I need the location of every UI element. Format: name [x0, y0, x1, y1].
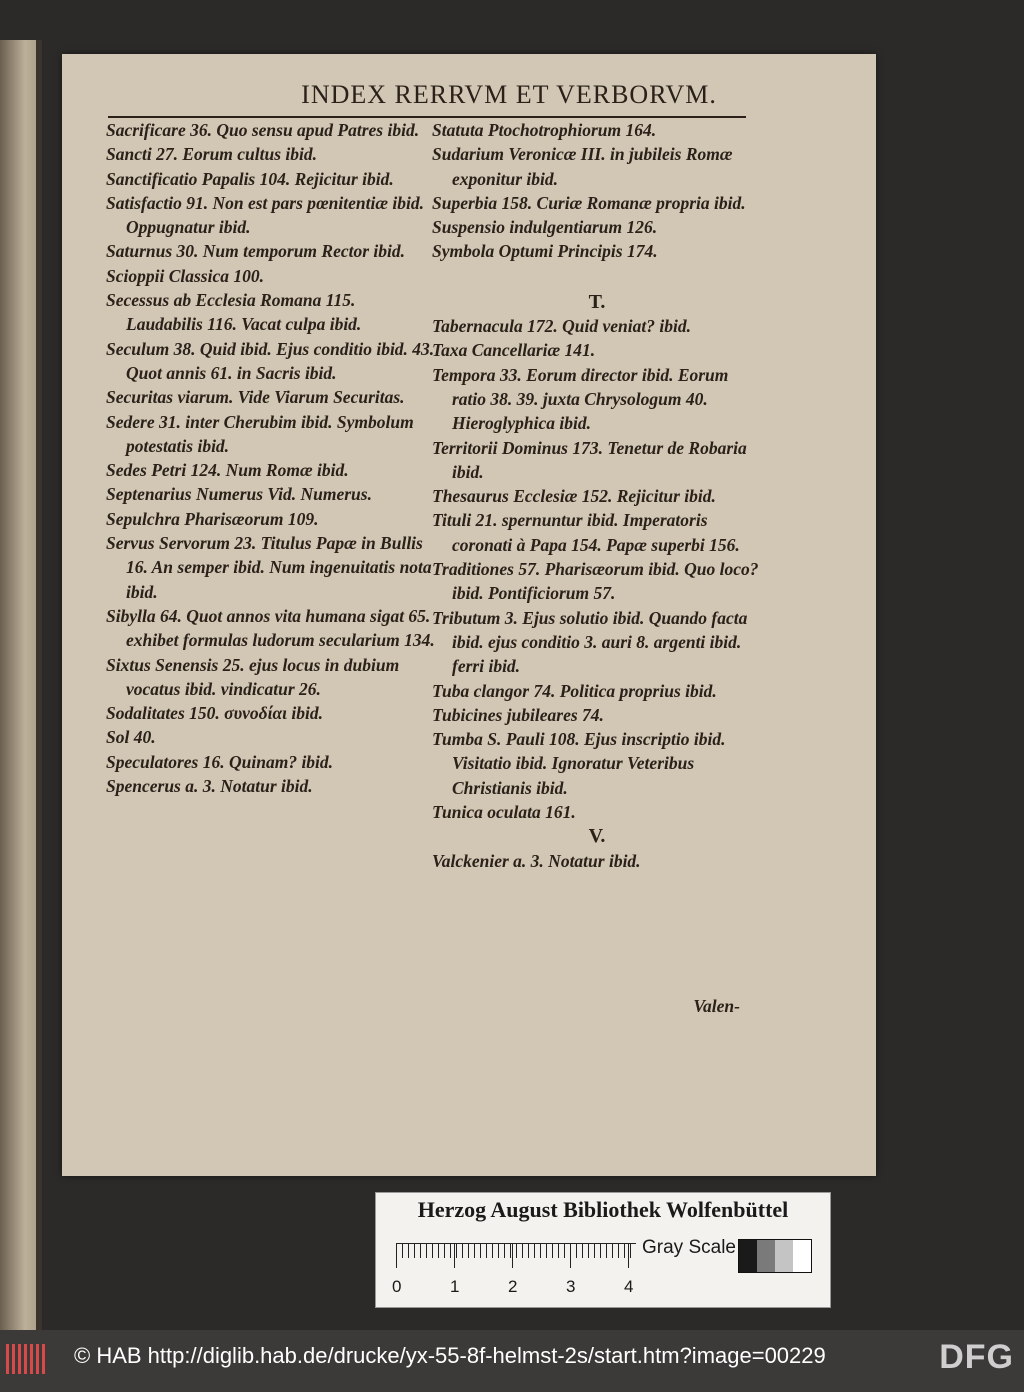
index-entry: Sibylla 64. Quot annos vita humana sigat 65. exhibet formulas ludorum secularium 134.: [106, 605, 435, 651]
gray-swatch: [757, 1240, 775, 1272]
gray-swatch: [739, 1240, 757, 1272]
index-entry: Secessus ab Ecclesia Romana 115. Laudabilis 116. Vacat culpa ibid.: [106, 290, 362, 335]
left-column: [106, 118, 436, 798]
index-entry: Traditiones 57. Pharisæorum ibid. Quo loco? ibid. Pontificiorum 57.: [432, 559, 759, 604]
index-entry: Septenarius Numerus Vid. Numerus.: [106, 484, 372, 505]
ruler-number: 3: [566, 1277, 576, 1296]
index-entry: Speculatores 16. Quinam? ibid.: [106, 751, 334, 772]
index-entry: Statuta Ptochotrophiorum 164.: [432, 120, 657, 140]
scale-ruler: [396, 1243, 636, 1274]
gray-swatch: [775, 1240, 793, 1272]
index-entry: Thesaurus Ecclesiæ 152. Rejicitur ibid.: [432, 486, 716, 507]
index-entry: Seculum 38. Quid ibid. Ejus conditio ibid. 43. Quot annis 61. in Sacris ibid.: [106, 338, 435, 383]
section-gap: [432, 264, 762, 290]
index-entry: Scioppii Classica 100.: [106, 265, 264, 286]
index-entry: Tuba clangor 74. Politica proprius ibid.: [432, 680, 717, 701]
index-entry: Tabernacula 172. Quid veniat? ibid.: [432, 316, 691, 337]
index-entry: Sedere 31. inter Cherubim ibid. Symbolum potestatis ibid.: [106, 411, 414, 456]
ruler-number: 0: [392, 1277, 402, 1296]
index-entry: Tumba S. Pauli 108. Ejus inscriptio ibid. Visitatio ibid. Ignoratur Veteribus Christianis ibid.: [432, 729, 726, 798]
gray-scale-swatches: [738, 1239, 812, 1273]
index-entry: Sanctificatio Papalis 104. Rejicitur ibid.: [106, 168, 394, 189]
catchword: Valen-: [693, 996, 740, 1016]
library-color-chart: [375, 1192, 831, 1308]
section-letter-v: V.: [588, 825, 606, 848]
scanned-page: [62, 54, 876, 1176]
ruler-major-tick: [512, 1244, 513, 1268]
index-entry: Symbola Optumi Principis 174.: [432, 241, 658, 262]
facing-page-edge: [0, 40, 42, 1330]
index-entry: Sacrificare 36. Quo sensu apud Patres ibid.: [106, 120, 420, 140]
index-entry: Saturnus 30. Num temporum Rector ibid.: [106, 241, 406, 262]
dfg-logo: DFG: [939, 1338, 1014, 1376]
gray-scale-label: Gray Scale: [642, 1237, 736, 1258]
ruler-major-tick: [570, 1244, 571, 1268]
index-entry: Superbia 158. Curiæ Romanæ propria ibid.: [432, 192, 746, 213]
ruler-number: 4: [624, 1277, 634, 1296]
right-column: [432, 118, 762, 873]
ruler-major-tick: [628, 1244, 629, 1268]
index-entry: Territorii Dominus 173. Tenetur de Robaria ibid.: [432, 437, 747, 482]
page-title: INDEX RERRVM ET VERBORVM.: [301, 80, 717, 109]
index-entry: Sancti 27. Eorum cultus ibid.: [106, 144, 318, 165]
index-entry: Tunica oculata 161.: [432, 802, 576, 823]
index-entry: Spencerus a. 3. Notatur ibid.: [106, 776, 313, 797]
hab-logo-icon: [6, 1344, 46, 1374]
index-entry: Suspensio indulgentiarum 126.: [432, 217, 658, 238]
ruler-major-tick: [454, 1244, 455, 1268]
index-entry: Sixtus Senensis 25. ejus locus in dubium vocatus ibid. vindicatur 26.: [106, 654, 400, 699]
index-entry: Valckenier a. 3. Notatur ibid.: [432, 850, 641, 871]
section-letter-t: T.: [588, 290, 606, 313]
index-entry: Taxa Cancellariæ 141.: [432, 340, 596, 361]
index-entry: Sedes Petri 124. Num Romæ ibid.: [106, 460, 349, 481]
gray-swatch: [793, 1240, 811, 1272]
library-name: Herzog August Bibliothek Wolfenbüttel: [417, 1197, 789, 1222]
index-entry: Tituli 21. spernuntur ibid. Imperatoris coronati à Papa 154. Papæ superbi 156.: [432, 510, 740, 555]
index-entry: Sodalitates 150. συνοδίαι ibid.: [106, 703, 323, 724]
index-entry: Servus Servorum 23. Titulus Papæ in Bullis 16. An semper ibid. Num ingenuitatis nota ibid.: [106, 533, 432, 602]
index-entry: Tempora 33. Eorum director ibid. Eorum ratio 38. 39. juxta Chrysologum 40. Hieroglyphica ibid.: [432, 364, 729, 434]
index-entry: Sudarium Veronicæ III. in jubileis Romæ exponitur ibid.: [432, 144, 733, 189]
ruler-number: 2: [508, 1277, 518, 1296]
viewer-footer: [0, 1330, 1024, 1392]
index-entry: Sepulchra Pharisæorum 109.: [106, 508, 319, 529]
index-entry: Sol 40.: [106, 727, 156, 748]
index-entry: Securitas viarum. Vide Viarum Securitas.: [106, 387, 405, 408]
index-entry: Tributum 3. Ejus solutio ibid. Quando facta ibid. ejus conditio 3. auri 8. argenti ibid. ferri ibid.: [432, 607, 748, 677]
index-entry: Satisfactio 91. Non est pars pœnitentiæ ibid. Oppugnatur ibid.: [106, 192, 424, 238]
ruler-major-tick: [396, 1244, 397, 1268]
index-entry: Tubicines jubileares 74.: [432, 704, 604, 725]
ruler-number: 1: [450, 1277, 460, 1296]
copyright-url[interactable]: © HAB http://diglib.hab.de/drucke/yx-55-8f-helmst-2s/start.htm?image=00229: [74, 1343, 826, 1368]
